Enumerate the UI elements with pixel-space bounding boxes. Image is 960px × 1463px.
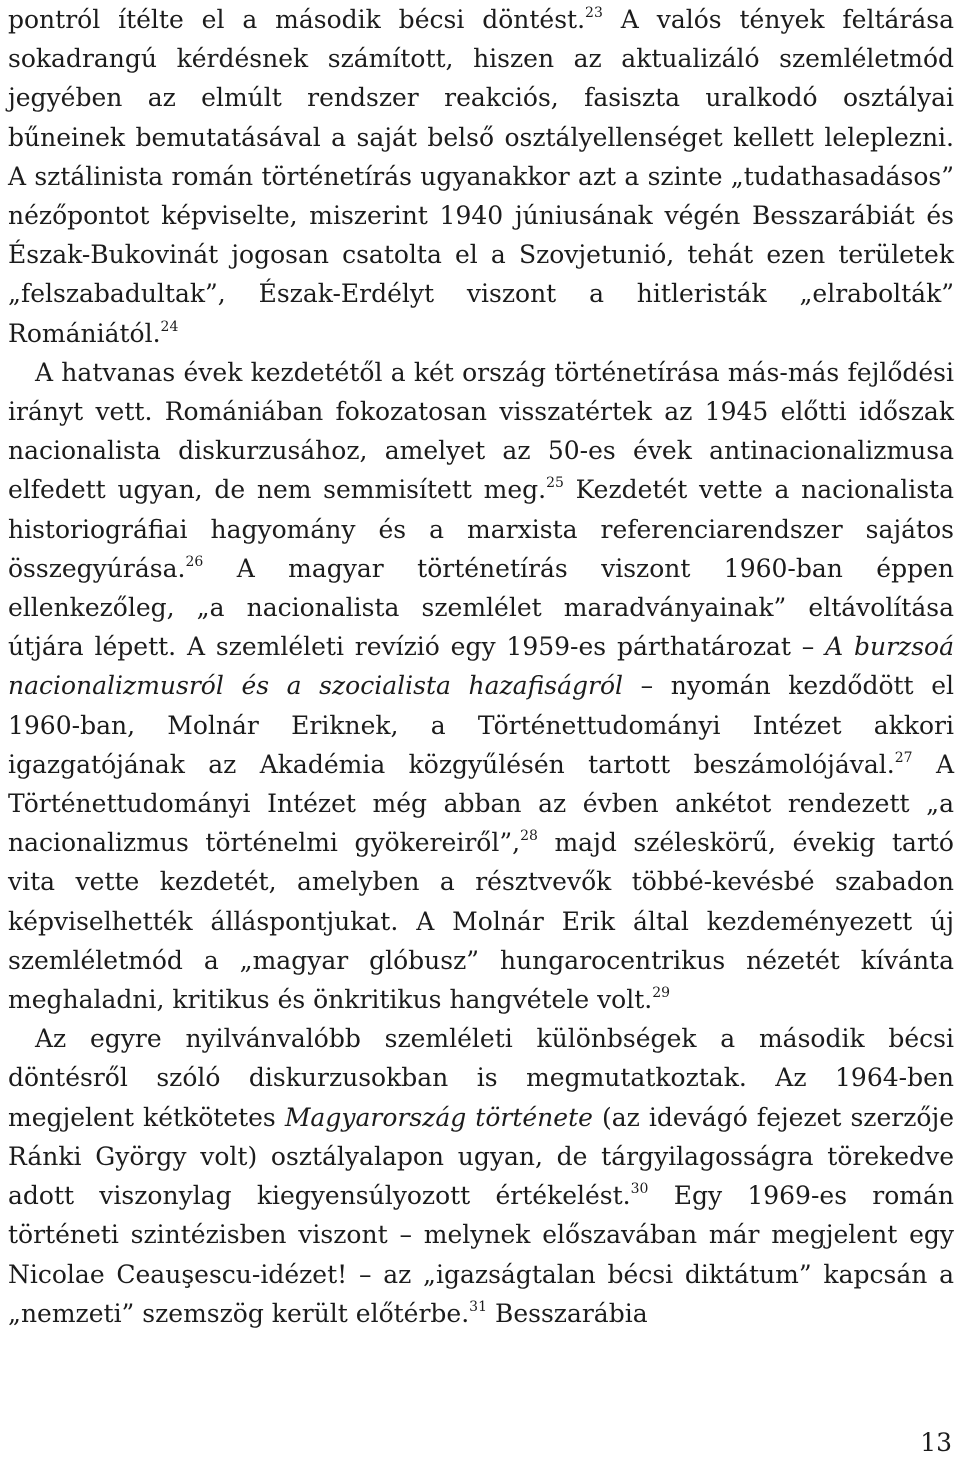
text-run: majd széleskörű, évekig tartó vita vette kezdetét, amelyben a résztvevők többé-kevésbé szabadon képviselhették álláspontjukat. A Molnár Erik által kezdeményezett új szemléletmód a „magyar glóbusz” hungarocentrikus nézetét kívánta meghaladni, kritikus és önkritikus hangvétele volt.: [8, 828, 954, 1015]
text-run: Egy 1969-es román történeti szintézisben viszont – melynek előszavában már megjelent egy Nicolae Ceauşescu-idézet! – az „igazságtalan bécsi diktátum” kapcsán a „nemzeti” szemszög került előtérbe.: [8, 1181, 954, 1328]
paragraph-2: [8, 353, 954, 1019]
page-number: 13: [920, 1428, 952, 1457]
footnote-ref-26: 26: [185, 553, 204, 570]
footnote-ref-29: 29: [652, 985, 671, 1002]
text-run: A magyar történetírás viszont 1960-ban éppen ellenkezőleg, „a nacionalista szemlélet maradványainak” eltávolítása útjára lépett. A szemléleti revízió egy 1959-es párthatározat –: [8, 553, 954, 662]
text-run: Az egyre nyilvánvalóbb szemléleti különbségek a második bécsi döntésről szóló diskurzusokban is megmutatkoztak. Az 1964-ben megjelent kétkötetes: [8, 1024, 954, 1132]
text-run: Kezdetét vette a nacionalista historiográfiai hagyomány és a marxista referenciarendszer sajátos összegyúrása.: [8, 475, 954, 583]
text-run: (az idevágó fejezet szerzője Ránki György volt) osztályalapon ugyan, de tárgyilagosságra törekedve adott viszonylag kiegyensúlyozott értékelést.: [8, 1102, 954, 1211]
page-body: [8, 0, 954, 1333]
text-run: A valós tények feltárása sokadrangú kérdésnek számított, hiszen az aktualizáló szemléletmód jegyében az elmúlt rendszer reakciós, fasiszta uralkodó osztályai bűneinek bemutatásával a saját belső osztályellenséget kellett leleplezni. A sztálinista román történetírás ugyanakkor azt a szinte „tudathasadásos” nézőpontot képviselte, miszerint 1940 júniusának végén Besszarábiát és Észak-Bukovinát jogosan csatolta el a Szovjetunió, tehát ezen területek „felszabadultak”, Észak-Erdélyt viszont a hitleristák „elrabolták” Romániától.: [8, 5, 954, 348]
text-run: – nyomán kezdődött el 1960-ban, Molnár Eriknek, a Történettudományi Intézet akkori igazgatójának az Akadémia közgyűlésén tartott beszámolójával.: [8, 671, 954, 779]
footnote-ref-25: 25: [546, 475, 564, 492]
footnote-ref-28: 28: [520, 828, 538, 845]
footnote-ref-31: 31: [469, 1298, 487, 1315]
text-run: A Történettudományi Intézet még abban az évben ankétot rendezett „a nacionalizmus történelmi gyökereiről”,: [8, 749, 954, 858]
footnote-ref-23: 23: [585, 5, 603, 21]
italic-title: Magyarország története: [284, 1102, 593, 1132]
text-run: Besszarábia: [487, 1298, 648, 1328]
footnote-ref-27: 27: [894, 749, 913, 766]
footnote-ref-30: 30: [630, 1181, 649, 1198]
text-run: A hatvanas évek kezdetétől a két ország történetírása más-más fejlődési irányt vett. Romániában fokozatosan visszatértek az 1945 előtti időszak nacionalista diskurzusához, amelyet az 50-es évek antinacionalizmusa elfedett ugyan, de nem semmisített meg.: [8, 357, 954, 505]
paragraph-3: [8, 1019, 954, 1333]
paragraph-1: [8, 0, 954, 353]
text-run: pontról ítélte el a második bécsi döntést.: [8, 5, 586, 34]
italic-title: A burzsoá nacionalizmusról és a szocialista hazafiságról: [8, 632, 954, 701]
footnote-ref-24: 24: [160, 318, 179, 335]
